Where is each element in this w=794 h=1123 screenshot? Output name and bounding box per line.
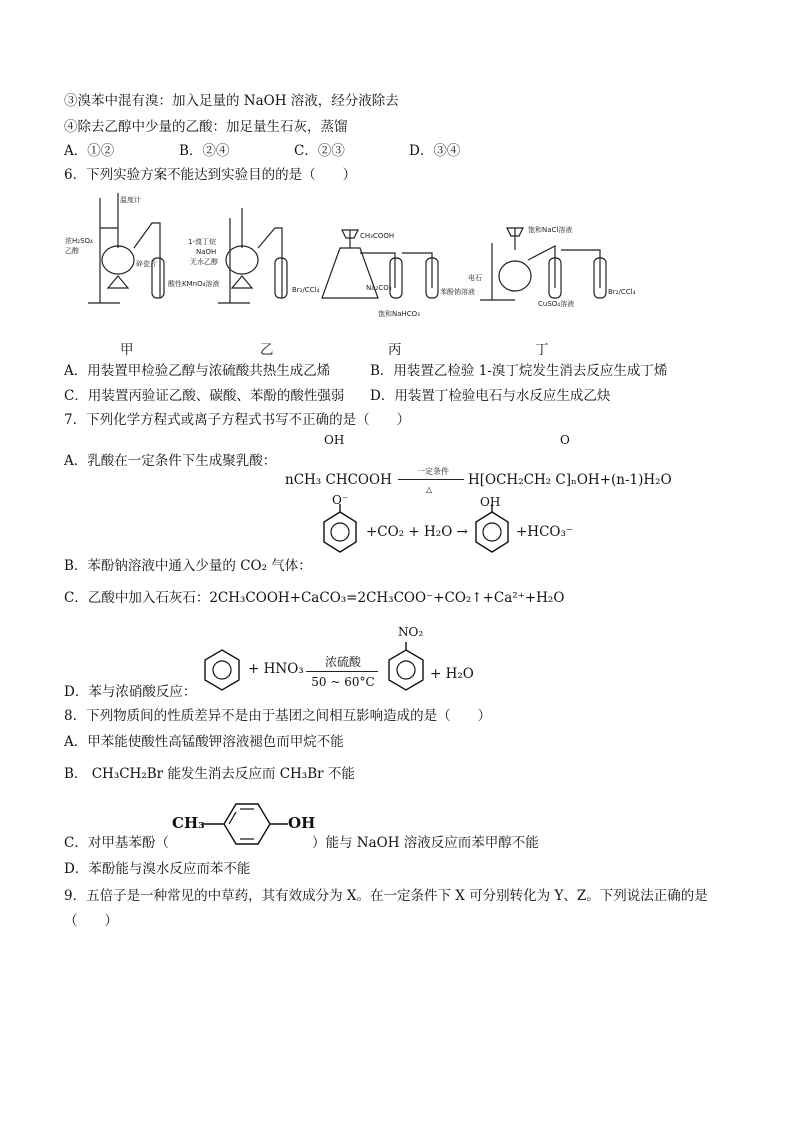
q8-option-d: D．苯酚能与溴水反应而苯不能 <box>64 861 251 877</box>
fig-label-br2-d: Br₂/CCl₄ <box>608 288 636 296</box>
q6-option-b: B．用装置乙检验 1-溴丁烷发生消去反应生成丁烯 <box>370 363 668 379</box>
fig-label-nacl: 饱和NaCl溶液 <box>528 226 573 234</box>
q7-option-c: C．乙酸中加入石灰石：2CH₃COOH+CaCO₃=2CH₃COO⁻+CO₂↑+Ca²⁺+H₂O <box>64 590 565 606</box>
q7b-o-minus: O⁻ <box>332 493 349 507</box>
q7a-o: O <box>560 433 570 447</box>
q8-option-c-suffix: ）能与 NaOH 溶液反应而苯甲醇不能 <box>312 835 539 851</box>
q5-option-d: D．③④ <box>409 143 461 159</box>
fig-label-ch3cooh: CH₃COOH <box>360 232 395 240</box>
fig-label-carbide: 电石 <box>468 274 482 282</box>
q7-option-b-label: B．苯酚钠溶液中通入少量的 CO₂ 气体： <box>64 558 312 574</box>
fig-label-na2co3: Na₂CO₃ <box>366 284 392 292</box>
q7a-arrow <box>398 479 464 480</box>
fig-label-kmno4: 酸性KMnO₄溶液 <box>168 280 220 288</box>
benzene-structure <box>200 648 244 692</box>
q7a-delta: △ <box>426 485 433 494</box>
q8c-ch3: CH₃ <box>172 814 205 832</box>
q5-option-b: B．②④ <box>179 143 230 159</box>
q7-option-d-label: D．苯与浓硝酸反应： <box>64 684 197 700</box>
q7d-arrow <box>306 671 378 672</box>
fig-label-ethanol-anh: 无水乙醇 <box>190 258 218 266</box>
q5-option-a: A．①② <box>64 143 115 159</box>
q9-stem-tail: （ ） <box>64 913 118 929</box>
q7-stem: 7．下列化学方程式或离子方程式书写不正确的是（ ） <box>64 412 411 428</box>
fig-label-ethanol: 乙醇 <box>65 247 79 255</box>
q8-stem: 8．下列物质间的性质差异不是由于基团之间相互影响造成的是（ ） <box>64 708 492 724</box>
q6-option-c: C．用装置丙验证乙酸、碳酸、苯酚的酸性强弱 <box>64 388 345 404</box>
q7d-catalyst: 浓硫酸 <box>324 655 361 669</box>
q8-option-a: A．甲苯能使酸性高锰酸钾溶液褪色而甲烷不能 <box>64 734 344 750</box>
q6-option-a: A．用装置甲检验乙醇与浓硫酸共热生成乙烯 <box>64 363 331 379</box>
apparatus-label-bing: 丙 <box>388 342 402 358</box>
q6-stem: 6．下列实验方案不能达到实验目的的是（ ） <box>64 167 357 183</box>
q5-item4: ④除去乙醇中少量的乙酸：加足量生石灰，蒸馏 <box>64 119 348 135</box>
q8-option-c-prefix: C．对甲基苯酚（ <box>64 835 169 851</box>
q6-option-d: D．用装置丁检验电石与水反应生成乙炔 <box>370 388 611 404</box>
fig-label-nahco3: 饱和NaHCO₃ <box>378 310 420 318</box>
q7b-bicarbonate: +HCO₃⁻ <box>516 524 574 540</box>
q5-options <box>64 142 664 160</box>
q7d-no2: NO₂ <box>398 625 424 639</box>
fig-label-naoh: NaOH <box>196 248 217 256</box>
q9-stem: 9．五倍子是一种常见的中草药，其有效成分为 X。在一定条件下 X 可分别转化为 Y、Z。下列说法正确的是 <box>64 888 708 904</box>
fig-label-br2: Br₂/CCl₄ <box>292 286 320 294</box>
q7a-condition: 一定条件 <box>417 467 449 476</box>
fig-label-conc-acid: 浓H₂SO₄ <box>65 237 93 245</box>
nitrobenzene-structure <box>384 640 428 692</box>
q7b-middle: +CO₂ + H₂O → <box>366 524 468 540</box>
fig-label-cuso4: CuSO₄溶液 <box>538 300 575 308</box>
q6-apparatus-figure <box>60 188 660 328</box>
q7a-product: H[OCH₂CH₂ C]ₙOH+(n-1)H₂O <box>468 472 672 488</box>
q7-option-a-label: A．乳酸在一定条件下生成聚乳酸： <box>64 453 277 469</box>
q7d-hno3: + HNO₃ <box>248 661 304 677</box>
q7a-oh: OH <box>324 433 345 447</box>
q7d-temperature: 50 ~ 60°C <box>311 675 375 689</box>
q8c-oh: OH <box>288 814 316 832</box>
q8-option-b: B． CH₃CH₂Br 能发生消去反应而 CH₃Br 不能 <box>64 766 355 782</box>
q7a-reactant: nCH₃ CHCOOH <box>285 472 392 488</box>
fig-label-shards: 碎瓷片 <box>136 260 157 268</box>
apparatus-label-jia: 甲 <box>120 342 134 358</box>
fig-label-bromobutane: 1-溴丁烷 <box>188 238 216 246</box>
p-cresol-structure <box>200 794 290 854</box>
fig-label-thermometer: 温度计 <box>120 196 141 204</box>
fig-label-phenolate: 苯酚钠溶液 <box>440 288 475 296</box>
q5-item3: ③溴苯中混有溴：加入足量的 NaOH 溶液，经分液除去 <box>64 93 399 109</box>
apparatus-label-yi: 乙 <box>260 342 274 358</box>
apparatus-label-ding: 丁 <box>535 342 549 358</box>
q5-option-c: C．②③ <box>294 143 345 159</box>
q7b-oh: OH <box>480 495 501 509</box>
q7d-water: + H₂O <box>430 666 474 682</box>
